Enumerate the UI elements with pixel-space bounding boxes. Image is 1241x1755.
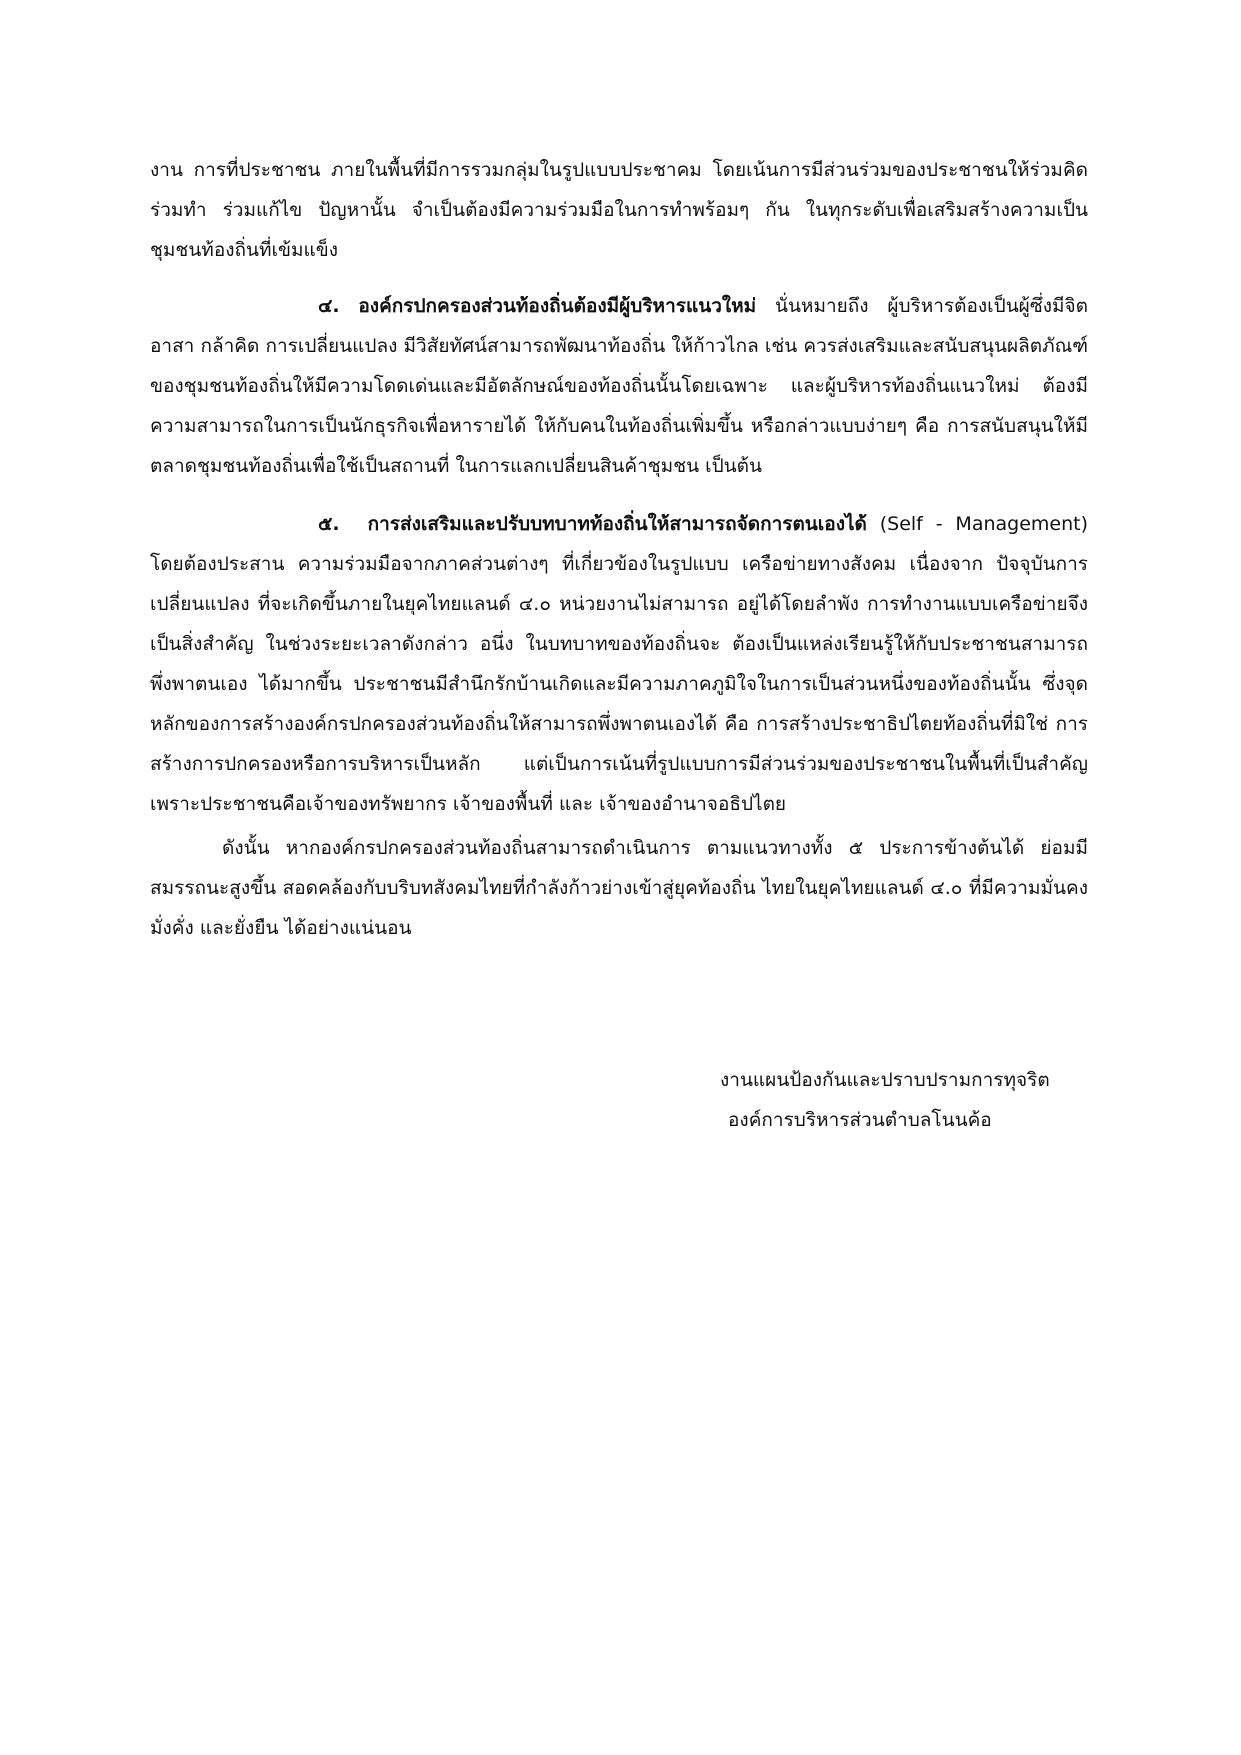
item-5-number: ๕.: [318, 513, 340, 535]
item-5-heading: การส่งเสริมและปรับบทบาทท้องถิ่นให้สามารถจัดการตนเองได้: [367, 513, 867, 535]
item-4-body: นั่นหมายถึง ผู้บริหารต้องเป็นผู้ซึ่งมีจิตอาสา กล้าคิด การเปลี่ยนแปลง มีวิสัยทัศน์สามารถพัฒนาท้องถิ่น ให้ก้าวไกล เช่น ควรส่งเสริมและสนับสนุนผลิตภัณฑ์ของชุมชนท้องถิ่นให้มีความโดดเด่นและมีอัตลักษณ์ของท้องถิ่นนั้นโดยเฉพาะ และผู้บริหารท้องถิ่นแนวใหม่ ต้องมีความสามารถในการเป็นนักธุรกิจเพื่อหารายได้ ให้กับคนในท้องถิ่นเพิ่มขึ้น หรือกล่าวแบบง่ายๆ คือ การสนับสนุนให้มีตลาดชุมชนท้องถิ่นเพื่อใช้เป็นสถานที่ ในการแลกเปลี่ยนสินค้าชุมชน เป็นต้น: [150, 295, 1088, 477]
item-5-body: (Self - Management) โดยต้องประสาน ความร่วมมือจากภาคส่วนต่างๆ ที่เกี่ยวข้องในรูปแบบ เครือข่ายทางสังคม เนื่องจาก ปัจจุบันการเปลี่ยนแปลง ที่จะเกิดขึ้นภายในยุคไทยแลนด์ ๔.๐ หน่วยงานไม่สามารถ อยู่ได้โดยลำพัง การทำงานแบบเครือข่ายจึงเป็นสิ่งสำคัญ ในช่วงระยะเวลาดังกล่าว อนึ่ง ในบทบาทของท้องถิ่นจะ ต้องเป็นแหล่งเรียนรู้ให้กับประชาชนสามารถพึ่งพาตนเอง ได้มากขึ้น ประชาชนมีสำนึกรักบ้านเกิดและมีความภาคภูมิใจในการเป็นส่วนหนึ่งของท้องถิ่นนั้น ซึ่งจุดหลักของการสร้างองค์กรปกครองส่วนท้องถิ่นให้สามารถพึ่งพาตนเองได้ คือ การสร้างประชาธิปไตยท้องถิ่นที่มิใช่ การสร้างการปกครองหรือการบริหารเป็นหลัก แต่เป็นการเน้นที่รูปแบบการมีส่วนร่วมของประชาชนในพื้นที่เป็นสำคัญ เพราะประชาชนคือเจ้าของทรัพยากร เจ้าของพื้นที่ และ เจ้าของอำนาจอธิปไตย: [150, 513, 1088, 815]
signature-department: งานแผนป้องกันและปราบปรามการทุจริต: [720, 1069, 1050, 1091]
item-4-paragraph: [150, 286, 1088, 486]
item-5-paragraph: [150, 504, 1088, 824]
signature-organization: องค์การบริหารส่วนตำบลโนนค้อ: [728, 1109, 992, 1131]
item-4-number: ๔.: [318, 295, 340, 317]
document-body: [150, 150, 1088, 948]
item-4-heading: องค์กรปกครองส่วนท้องถิ่นต้องมีผู้บริหารแนวใหม่: [358, 295, 757, 317]
conclusion-paragraph: ดังนั้น หากองค์กรปกครองส่วนท้องถิ่นสามารถดำเนินการ ตามแนวทางทั้ง ๕ ประการข้างต้นได้ ย่อมมีสมรรถนะสูงขึ้น สอดคล้องกับบริบทสังคมไทยที่กำลังก้าวย่างเข้าสู่ยุคท้องถิ่น ไทยในยุคไทยแลนด์ ๔.๐ ที่มีความมั่นคง มั่งคั่ง และยั่งยืน ได้อย่างแน่นอน: [150, 837, 1088, 939]
intro-paragraph: งาน การที่ประชาชน ภายในพื้นที่มีการรวมกลุ่มในรูปแบบประชาคม โดยเน้นการมีส่วนร่วมของประชาชนให้ร่วมคิด ร่วมทำ ร่วมแก้ไข ปัญหานั้น จำเป็นต้องมีความร่วมมือในการทำพร้อมๆ กัน ในทุกระดับเพื่อเสริมสร้างความเป็นชุมชนท้องถิ่นที่เข้มแข็ง: [150, 159, 1088, 261]
signature-block: [720, 1060, 1050, 1140]
